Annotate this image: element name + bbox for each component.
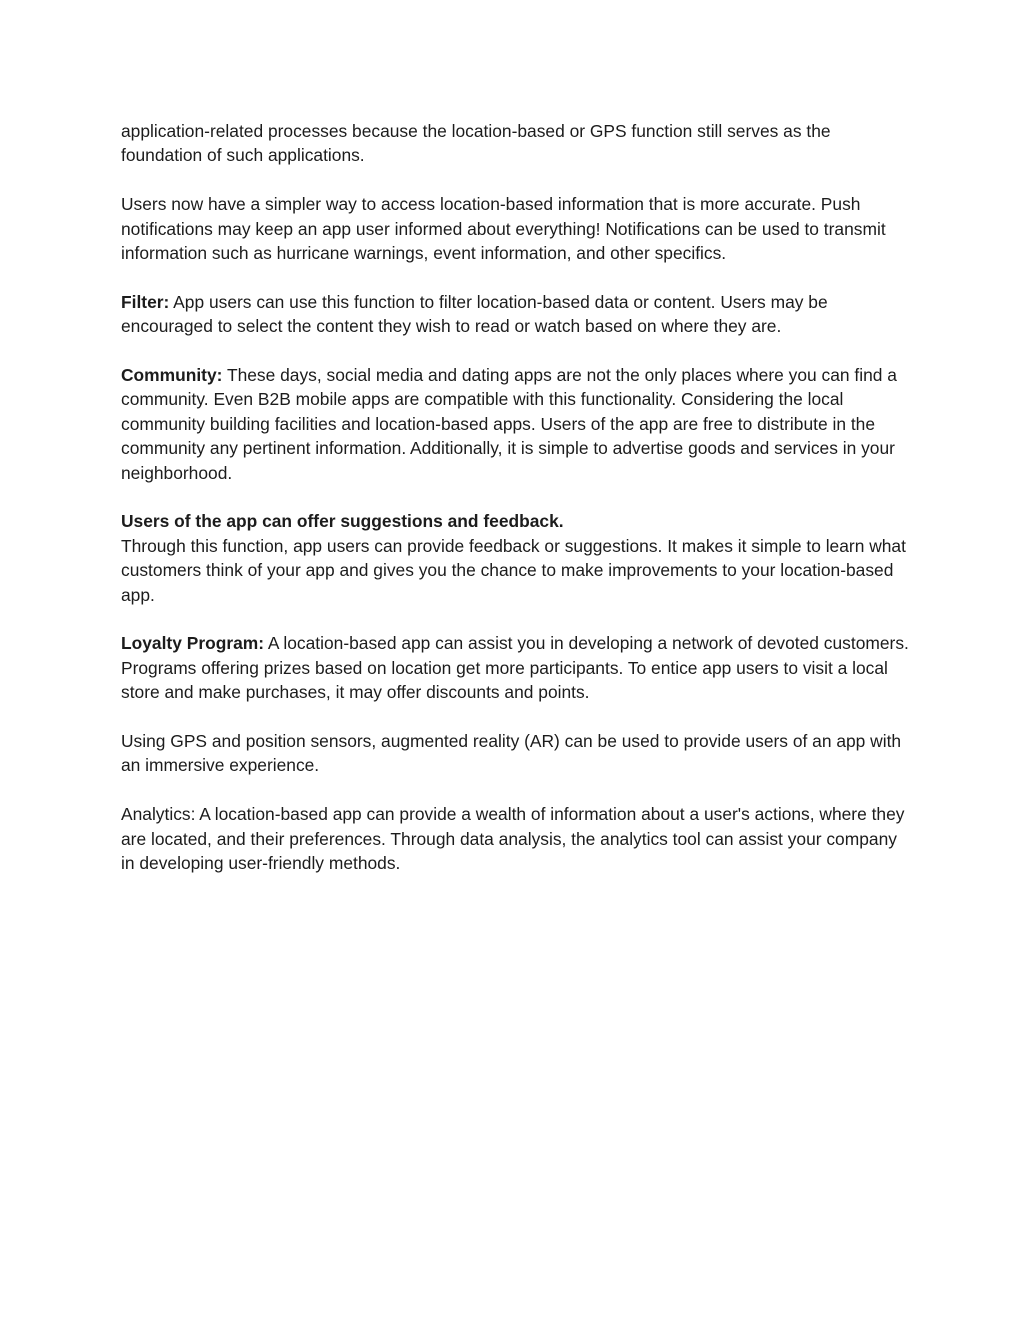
paragraph-text: A location-based app can assist you in developing a network of devoted customers. Programs offering prizes based on location get more participants. To entice app users to visit a local store and make purchases, it may offer discounts and points.	[121, 633, 909, 703]
paragraph-filter	[121, 290, 911, 339]
paragraph-lead-loyalty-program: Loyalty Program:	[121, 633, 265, 654]
paragraph-analytics	[121, 802, 911, 875]
paragraph-augmented-reality	[121, 729, 911, 778]
paragraph-text: Analytics: A location-based app can provide a wealth of information about a user's actions, where they are located, and their preferences. Through data analysis, the analytics tool can assist your company in developing user-friendly methods.	[121, 804, 905, 874]
paragraph-text: Using GPS and position sensors, augmented reality (AR) can be used to provide users of an app with an immersive experience.	[121, 731, 902, 776]
paragraph-text: Through this function, app users can provide feedback or suggestions. It makes it simple to learn what customers think of your app and gives you the chance to make improvements to your location-based app.	[121, 535, 906, 605]
paragraph-text: App users can use this function to filter location-based data or content. Users may be encouraged to select the content they wish to read or watch based on where they are.	[121, 291, 828, 337]
paragraph-text: application-related processes because the location-based or GPS function still serves as the foundation of such applications.	[121, 121, 831, 166]
paragraph-community	[121, 363, 911, 485]
paragraph-loyalty-program	[121, 631, 911, 704]
paragraph-intro-continuation	[121, 119, 911, 168]
paragraph-lead-community: Community:	[121, 365, 223, 386]
section-heading-feedback: Users of the app can offer suggestions and feedback.	[121, 511, 564, 532]
paragraph-lead-filter: Filter:	[121, 291, 170, 312]
paragraph-push-notifications	[121, 192, 911, 265]
paragraph-feedback	[121, 509, 911, 607]
document-page	[121, 119, 911, 900]
paragraph-text: These days, social media and dating apps are not the only places where you can find a community. Even B2B mobile apps are compatible with this functionality. Considering the local community building facilities and location-based apps. Users of the app are free to distribute in the community any pertinent information. Additionally, it is simple to advertise goods and services in your neighborhood.	[121, 365, 897, 483]
paragraph-text: Users now have a simpler way to access location-based information that is more accurate. Push notifications may keep an app user informed about everything! Notifications can be used to transmit information such as hurricane warnings, event information, and other specifics.	[121, 194, 886, 264]
